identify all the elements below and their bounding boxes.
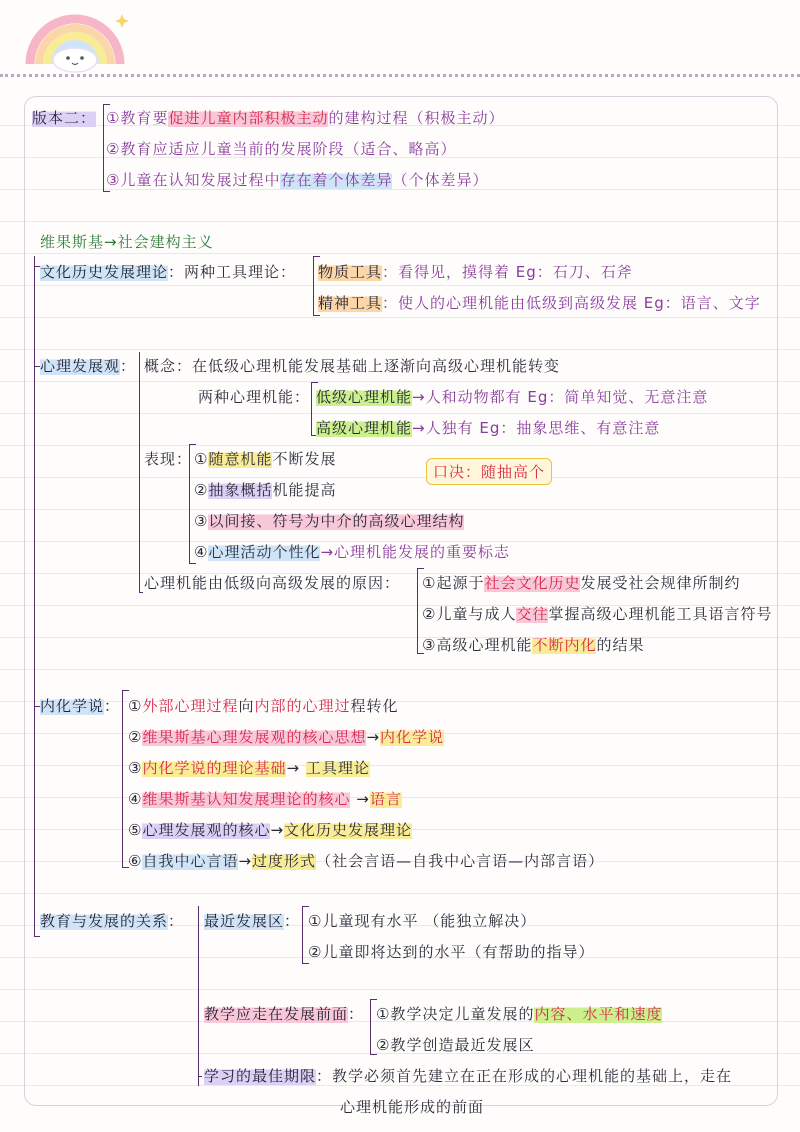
version2-label: 版本二： [32, 109, 97, 127]
intern-1: ①外部心理过程向内部的心理过程转化 [128, 697, 399, 715]
tick [139, 592, 143, 593]
expr-4: ④心理活动个性化→心理机能发展的重要标志 [194, 543, 511, 561]
tick [34, 936, 40, 937]
intern-2: ②维果斯基心理发展观的核心思想→内化学说 [128, 728, 445, 746]
version2-item-1: ①教育要促进儿童内部积极主动的建构过程（积极主动） [106, 109, 505, 127]
expr-label: 表现： [144, 450, 193, 468]
intern-3: ③内化学说的理论基础→ 工具理论 [128, 759, 370, 777]
zpd-label: 最近发展区： [204, 912, 301, 930]
two-kinds-brace [311, 382, 312, 436]
zpd-2: ②儿童即将达到的水平（有帮助的指导） [308, 943, 595, 961]
high-function: 高级心理机能→人独有 Eg：抽象思维、有意注意 [316, 419, 661, 437]
expr-1: ①随意机能不断发展 [194, 450, 337, 468]
tick [198, 1076, 202, 1077]
version2-item-2: ②教育应适应儿童当前的发展阶段（适合、略高） [106, 140, 457, 158]
teach-2: ②教学创造最近发展区 [376, 1036, 535, 1054]
material-tool: 物质工具：看得见，摸得着 Eg：石刀、石斧 [318, 263, 633, 281]
intern-row: 内化学说： [40, 697, 121, 715]
expr-brace [189, 444, 190, 564]
low-function: 低级心理机能→人和动物都有 Eg：简单知觉、无意注意 [316, 388, 709, 406]
rainbow-cloud-icon [20, 4, 140, 74]
version2-brace [103, 104, 104, 192]
best-period: 学习的最佳期限：教学必须首先建立在正在形成的心理机能的基础上，走在 [204, 1067, 733, 1085]
cause-3: ③高级心理机能不断内化的结果 [422, 636, 645, 654]
version2-item-3: ③儿童在认知发展过程中存在着个体差异（个体差异） [106, 171, 489, 189]
header-decoration [0, 0, 800, 90]
edu-row: 教育与发展的关系： [40, 912, 185, 930]
psych-concept: 概念：在低级心理机能发展基础上逐渐向高级心理机能转变 [144, 357, 561, 375]
teach-label: 教学应走在发展前面： [204, 1005, 365, 1023]
cause-brace [417, 568, 418, 654]
zpd-1: ①儿童现有水平 （能独立解决） [308, 912, 537, 930]
intern-brace [122, 690, 123, 868]
mnemonic-box: 口决：随抽高个 [426, 458, 552, 485]
two-kinds-label: 两种心理机能： [198, 388, 311, 406]
vygotsky-title: 维果斯基→社会建构主义 [40, 233, 214, 251]
intern-4: ④维果斯基认知发展理论的核心 →语言 [128, 790, 402, 808]
culture-row: 文化历史发展理论：两种工具理论： [40, 263, 297, 281]
intern-5: ⑤心理发展观的核心→文化历史发展理论 [128, 821, 413, 839]
zpd-brace [302, 906, 303, 964]
intern-6: ⑥自我中心言语→过度形式（社会言语—自我中心言语—内部言语） [128, 852, 605, 870]
dotted-divider [0, 74, 800, 77]
spirit-tool: 精神工具：使人的心理机能由低级到高级发展 Eg：语言、文字 [318, 294, 761, 312]
teach-brace [370, 999, 371, 1055]
psych-row: 心理发展观： [40, 357, 137, 375]
expr-2: ②抽象概括机能提高 [194, 481, 337, 499]
cause-2: ②儿童与成人交往掌握高级心理机能工具语言符号 [422, 605, 773, 623]
cause-1: ①起源于社会文化历史发展受社会规律所制约 [422, 574, 741, 592]
expr-3: ③以间接、符号为中介的高级心理结构 [194, 512, 465, 530]
main-spine [34, 256, 35, 936]
psych-brace [139, 352, 140, 592]
best-period-2: 心理机能形成的前面 [340, 1098, 485, 1116]
edu-brace [198, 906, 199, 1086]
culture-brace [313, 256, 314, 316]
teach-1: ①教学决定儿童发展的内容、水平和速度 [376, 1005, 663, 1023]
cause-label: 心理机能由低级向高级发展的原因： [144, 574, 401, 592]
